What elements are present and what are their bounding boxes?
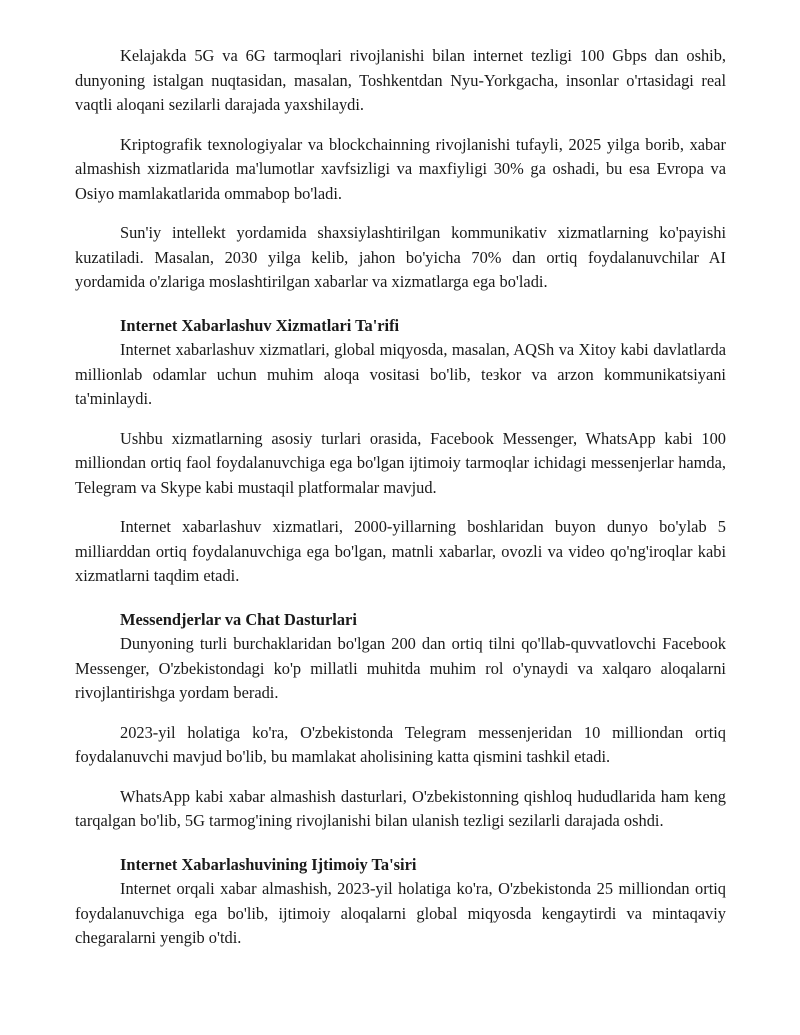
paragraph-telegram: 2023-yil holatiga ko'ra, O'zbekistonda Telegram messenjeridan 10 milliondan ortiq foydalanuvchi mavjud bo'lib, bu mamlakat aholisining katta qismini tashkil etadi. <box>75 722 726 766</box>
paragraph-facebook-messenger: Dunyoning turli burchaklaridan bo'lgan 200 dan ortiq tilni qo'llab-quvvatlovchi Facebook Messenger, O'zbekistondagi ko'p millatli muhitda muhim rol o'ynaydi va xalqaro aloqalarni rivojlantirishga yordam beradi. <box>75 634 726 702</box>
paragraph-messaging-definition: Internet xabarlashuv xizmatlari, global miqyosda, masalan, AQSh va Xitoy kabi davlatlarda millionlab odamlar uchun muhim aloqa vositasi bo'lib, teзkor va arzon kommunikatsiyani ta'minlaydi. <box>75 340 726 408</box>
heading-social-impact: Internet Xabarlashuvining Ijtimoiy Ta'siri <box>120 854 417 874</box>
paragraph-service-history: Internet xabarlashuv xizmatlari, 2000-yillarning boshlaridan buyon dunyo bo'ylab 5 milliarddan ortiq foydalanuvchiga ega bo'lgan, matnli xabarlar, ovozli va video qo'ng'iroqlar kabi xizmatlarni taqdim etadi. <box>75 517 726 585</box>
heading-messengers: Messendjerlar va Chat Dasturlari <box>120 609 357 629</box>
paragraph-cryptography: Kriptografik texnologiyalar va blockchainning rivojlanishi tufayli, 2025 yilga borib, xabar almashish xizmatlarida ma'lumotlar xavfsizligi va maxfiyligi 30% ga oshadi, bu esa Evropa va Osiyo mamlakatlarida ommabop bo'ladi. <box>75 134 726 203</box>
paragraph-service-types: Ushbu xizmatlarning asosiy turlari orasida, Facebook Messenger, WhatsApp kabi 100 milliondan ortiq faol foydalanuvchiga ega bo'lgan ijtimoiy tarmoqlar ichidagi messenjerlar hamda, Telegram va Skype kabi mustaqil platformalar mavjud. <box>75 428 726 497</box>
heading-messaging-definition: Internet Xabarlashuv Xizmatlari Ta'rifi <box>120 315 400 335</box>
paragraph-social-impact: Internet orqali xabar almashish, 2023-yil holatiga ko'ra, O'zbekistonda 25 milliondan ortiq foydalanuvchiga ega bo'lib, ijtimoiy aloqalarni global miqyosda kengaytirdi va mintaqaviy chegaralarni yengib o'tdi. <box>75 879 726 947</box>
document-page <box>75 44 726 951</box>
paragraph-ai-personalization: Sun'iy intellekt yordamida shaxsiylashtirilgan kommunikativ xizmatlarning ko'payishi kuzatiladi. Masalan, 2030 yilga kelib, jahon bo'yicha 70% dan ortiq foydalanuvchilar AI yordamida o'zlariga moslashtirilgan xabarlar va xizmatlarga ega bo'ladi. <box>75 223 726 291</box>
paragraph-5g-6g: Kelajakda 5G va 6G tarmoqlari rivojlanishi bilan internet tezligi 100 Gbps dan oshib, dunyoning istalgan nuqtasidan, masalan, Toshkentdan Nyu-Yorkgacha, insonlar o'rtasidagi real vaqtli aloqani sezilarli darajada yaxshilaydi. <box>75 46 726 114</box>
paragraph-whatsapp: WhatsApp kabi xabar almashish dasturlari, O'zbekistonning qishloq hududlarida ham keng tarqalgan bo'lib, 5G tarmog'ining rivojlanishi bilan ulanish tezligi sezilarli darajada oshdi. <box>75 786 726 830</box>
